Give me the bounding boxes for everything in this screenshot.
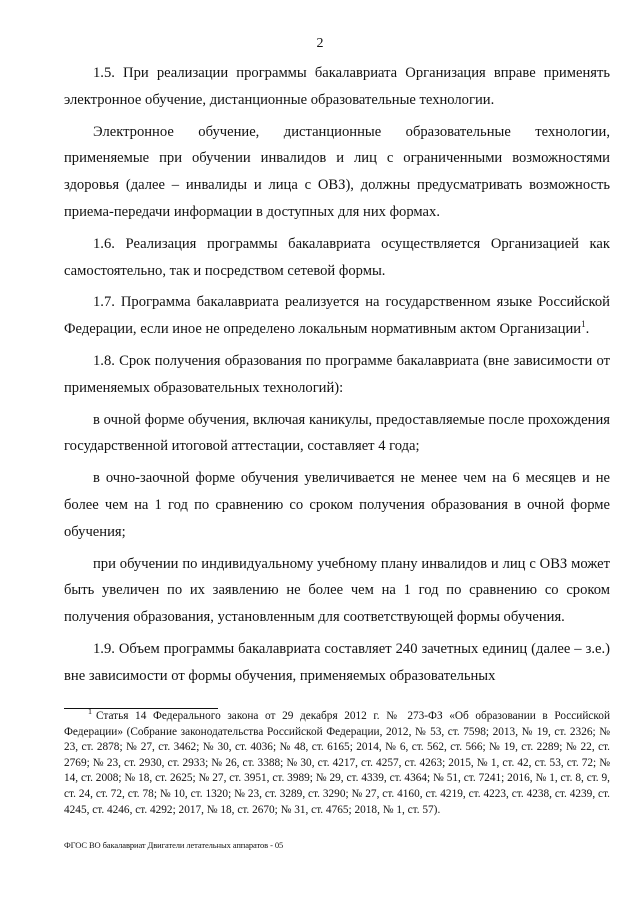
footnote-reference: 1 (581, 319, 586, 330)
paragraph-1-8: 1.8. Срок получения образования по программе бакалавриата (вне зависимости от применяемых образовательных технологий): (64, 352, 610, 396)
paragraph-1-7-text: 1.7. Программа бакалавриата реализуется на государственном языке Российской Федерации, если иное не определено локальным нормативным актом Организации (64, 294, 610, 338)
paragraph-1-5: 1.5. При реализации программы бакалавриата Организация вправе применять электронное обучение, дистанционные образовательные технологии. (64, 65, 610, 108)
footnote (64, 709, 610, 818)
page-footer: ФГОС ВО бакалавриат Двигатели летательных аппаратов - 05 (64, 840, 284, 850)
paragraph-individual-plan: при обучении по индивидуальному учебному плану инвалидов и лиц с ОВЗ может быть увеличен по их заявлению не более чем на 1 год по сравнению со сроком получения образования, установленным для соответствующей формы обучения. (64, 555, 610, 626)
footnote-text: Статья 14 Федерального закона от 29 декабря 2012 г. № 273-ФЗ «Об образовании в Российской Федерации» (Собрание законодательства Российской Федерации, 2012, № 53, ст. 7598; 2013, № 19, ст. 2326; № 23, ст. 2878; № 27, ст. 3462; № 30, ст. 4036; № 48, ст. 6165; 2014, № 6, ст. 562, ст. 566; № 19, ст. 2289; № 22, ст. 2769; № 23, ст. 2930, ст. 2933; № 26, ст. 3388; № 30, ст. 4217, ст. 4257, ст. 4263; 2015, № 1, ст. 42, ст. 53, ст. 72; № 14, ст. 2008; № 18, ст. 2625; № 27, ст. 3951, ст. 3989; № 29, ст. 4339, ст. 4364; № 51, ст. 7241; 2016, № 1, ст. 8, ст. 9, ст. 24, ст. 72, ст. 78; № 10, ст. 1320; № 23, ст. 3289, ст. 3290; № 27, ст. 4160, ст. 4219, ст. 4223, ст. 4238, ст. 4239, ст. 4245, ст. 4246, ст. 4292; 2017, № 18, ст. 2670; № 31, ст. 4765; 2018, № 1, ст. 57). (64, 710, 610, 816)
page-number: 2 (316, 36, 324, 51)
paragraph-1-9: 1.9. Объем программы бакалавриата составляет 240 зачетных единиц (далее – з.е.) вне зависимости от формы обучения, применяемых образовательных (64, 640, 610, 684)
paragraph-1-7 (64, 289, 610, 343)
paragraph-full-time: в очной форме обучения, включая каникулы, предоставляемые после прохождения государственной итоговой аттестации, составляет 4 года; (64, 411, 610, 455)
paragraph-1-6: 1.6. Реализация программы бакалавриата осуществляется Организацией как самостоятельно, так и посредством сетевой формы. (64, 235, 610, 279)
document-body (64, 60, 610, 695)
paragraph-part-time: в очно-заочной форме обучения увеличивается не менее чем на 6 месяцев и не более чем на 1 год по сравнению со сроком получения образования в очной форме обучения; (64, 470, 610, 540)
paragraph-1-7-end: . (585, 321, 590, 338)
paragraph-electronic-learning: Электронное обучение, дистанционные образовательные технологии, применяемые при обучении инвалидов и лиц с ограниченными возможностями здоровья (далее – инвалиды и лица с ОВЗ), должны предусматривать возможность приема-передачи информации в доступных для них формах. (64, 123, 610, 220)
footnote-marker: 1 (88, 707, 92, 717)
